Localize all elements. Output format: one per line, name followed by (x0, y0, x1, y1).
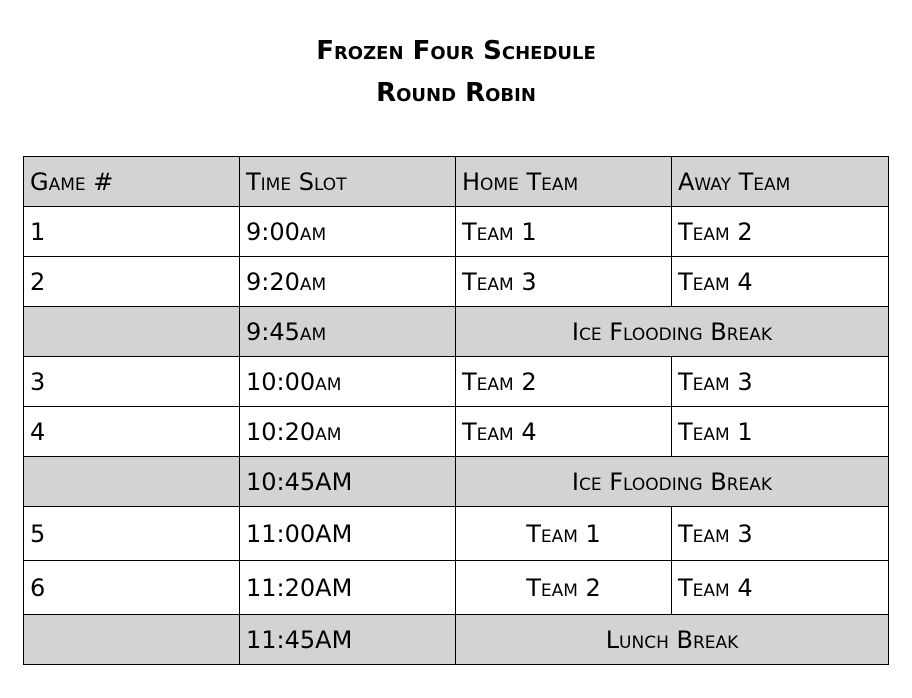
home-team-cell: Team 1 (456, 507, 672, 561)
game-number-cell: 5 (24, 507, 240, 561)
title-block (0, 30, 912, 114)
home-team-cell: Team 2 (456, 561, 672, 615)
game-number-cell: 4 (24, 407, 240, 457)
break-row (24, 615, 889, 665)
page-subtitle: Round Robin (376, 78, 536, 108)
game-number-cell: 6 (24, 561, 240, 615)
away-team-cell: Team 2 (672, 207, 889, 257)
table-row (24, 207, 889, 257)
game-number-cell (24, 615, 240, 665)
table-row (24, 407, 889, 457)
time-slot-cell: 10:00am (240, 357, 456, 407)
time-slot-cell: 11:20AM (240, 561, 456, 615)
time-slot-cell: 9:45am (240, 307, 456, 357)
away-team-cell: Team 3 (672, 357, 889, 407)
page-title: Frozen Four Schedule (316, 36, 596, 66)
header-time-slot: Time Slot (240, 157, 456, 207)
home-team-cell: Team 3 (456, 257, 672, 307)
break-label-cell: Lunch Break (456, 615, 889, 665)
table-row (24, 561, 889, 615)
home-team-cell: Team 1 (456, 207, 672, 257)
time-slot-cell: 11:00AM (240, 507, 456, 561)
table-row (24, 357, 889, 407)
table-row (24, 507, 889, 561)
away-team-cell: Team 3 (672, 507, 889, 561)
game-number-cell: 1 (24, 207, 240, 257)
header-home-team: Home Team (456, 157, 672, 207)
home-team-cell: Team 2 (456, 357, 672, 407)
away-team-cell: Team 1 (672, 407, 889, 457)
game-number-cell: 2 (24, 257, 240, 307)
game-number-cell: 3 (24, 357, 240, 407)
time-slot-cell: 11:45AM (240, 615, 456, 665)
game-number-cell (24, 307, 240, 357)
break-label-cell: Ice Flooding Break (456, 307, 889, 357)
time-slot-cell: 10:45AM (240, 457, 456, 507)
schedule-table (23, 156, 889, 665)
header-game-number: Game # (24, 157, 240, 207)
time-slot-cell: 10:20am (240, 407, 456, 457)
break-label-cell: Ice Flooding Break (456, 457, 889, 507)
break-row (24, 307, 889, 357)
header-away-team: Away Team (672, 157, 889, 207)
time-slot-cell: 9:20am (240, 257, 456, 307)
table-header-row (24, 157, 889, 207)
away-team-cell: Team 4 (672, 257, 889, 307)
table-row (24, 257, 889, 307)
time-slot-cell: 9:00am (240, 207, 456, 257)
game-number-cell (24, 457, 240, 507)
home-team-cell: Team 4 (456, 407, 672, 457)
away-team-cell: Team 4 (672, 561, 889, 615)
break-row (24, 457, 889, 507)
